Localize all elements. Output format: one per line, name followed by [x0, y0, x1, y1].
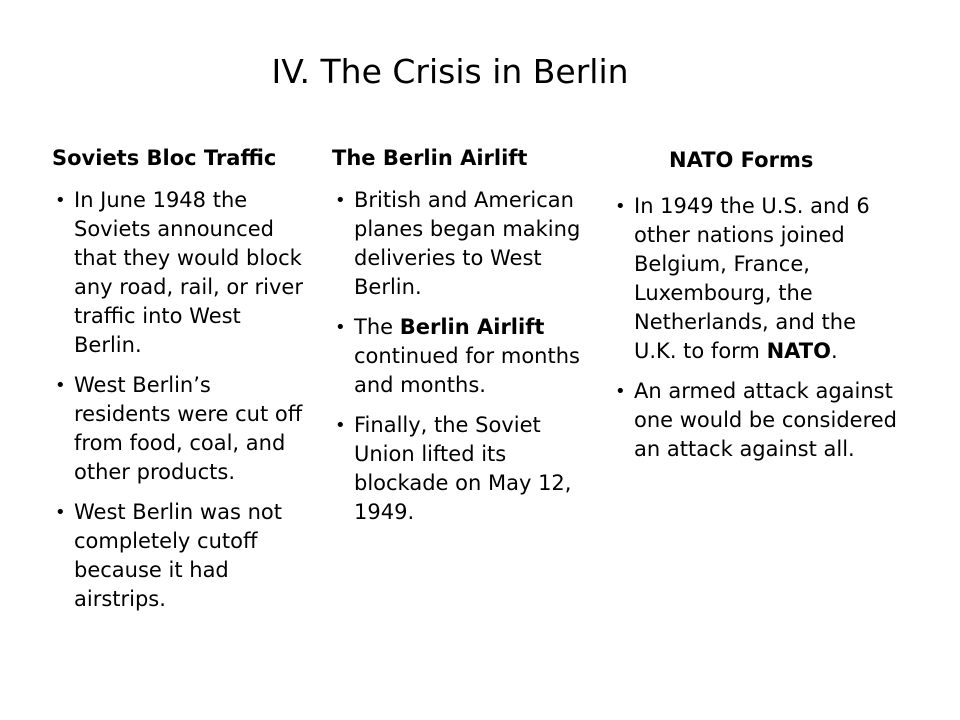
bullet-text: In June 1948 the Soviets announced that they would block any road, rail, or river traffic into West Berlin. [74, 188, 303, 357]
bullet-item [332, 186, 582, 302]
bullet-text: In 1949 the U.S. and 6 other nations joined Belgium, France, Luxembourg, the Netherlands, and the U.K. to form [634, 194, 870, 363]
column-nato-forms [612, 144, 902, 475]
slide-title: IV. The Crisis in Berlin [271, 52, 629, 91]
bullet-item [52, 498, 308, 614]
bullet-item [332, 411, 582, 527]
column-heading: Soviets Bloc Traffic [52, 146, 277, 170]
bullet-text: West Berlin’s residents were cut off from food, coal, and other products. [74, 373, 303, 484]
bullet-text: An armed attack against one would be considered an attack against all. [634, 379, 898, 461]
column-heading: NATO Forms [669, 148, 814, 172]
bullet-item [52, 186, 308, 360]
bullet-text: British and American planes began making deliveries to West Berlin. [354, 188, 581, 299]
bullet-item [612, 192, 902, 366]
bullet-text: The [354, 315, 400, 339]
bullet-text: . [830, 339, 838, 363]
bullet-list [332, 186, 582, 527]
bold-term: NATO [766, 339, 831, 363]
bullet-text: continued for months and months. [354, 344, 580, 397]
column-heading: The Berlin Airlift [332, 146, 528, 170]
column-soviet-bloc-traffic [52, 142, 308, 625]
bullet-item [612, 377, 902, 464]
column-berlin-airlift [332, 142, 582, 538]
bold-term: Berlin Airlift [399, 315, 545, 339]
bullet-text: West Berlin was not completely cutoff because it had airstrips. [74, 500, 282, 611]
bullet-item [332, 313, 582, 400]
bullet-item [52, 371, 308, 487]
bullet-text: Finally, the Soviet Union lifted its blockade on May 12, 1949. [354, 413, 572, 524]
bullet-list [612, 192, 902, 464]
bullet-list [52, 186, 308, 614]
